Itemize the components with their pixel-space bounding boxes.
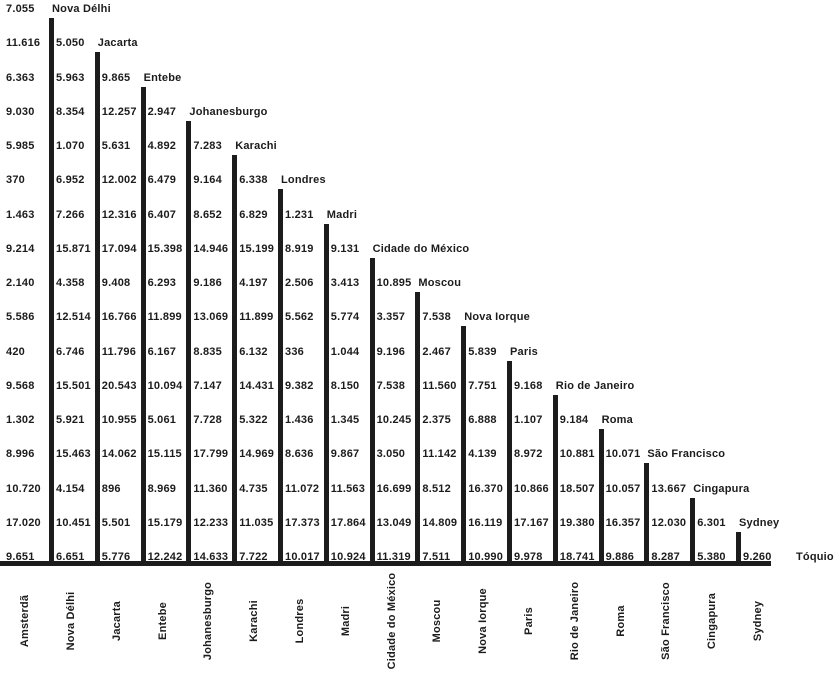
- city-header: Madri: [326, 208, 358, 221]
- distance-value: 10.924: [330, 551, 366, 563]
- distance-value: 8.835: [193, 345, 222, 358]
- distance-value: 2.947: [147, 105, 177, 118]
- bottom-city-label: Amsterdã: [19, 594, 31, 648]
- column-stem: [232, 155, 237, 566]
- bottom-city-label: Cingapura: [706, 592, 719, 650]
- distance-value: 7.538: [376, 379, 406, 392]
- bottom-city-label: Moscou: [431, 599, 444, 643]
- distance-value: 5.774: [330, 311, 360, 324]
- distance-value: 6.301: [697, 516, 726, 529]
- column-stem: [690, 498, 695, 567]
- distance-value: 420: [6, 345, 25, 358]
- distance-value: 8.919: [285, 242, 314, 255]
- distance-value: 14.633: [193, 551, 229, 563]
- distance-value: 6.651: [56, 551, 85, 563]
- distance-value: 14.431: [239, 379, 275, 392]
- distance-value: 1.463: [6, 208, 35, 221]
- bottom-city-label: Entebe: [156, 602, 169, 640]
- city-header: Nova Iorque: [464, 311, 530, 324]
- distance-value: 6.167: [147, 345, 177, 358]
- distance-value: 17.167: [514, 516, 549, 529]
- distance-value: 7.751: [468, 379, 497, 392]
- distance-value: 7.728: [193, 414, 222, 426]
- distance-value: 5.501: [101, 516, 131, 529]
- distance-value: 9.260: [743, 551, 772, 563]
- distance-value: 1.231: [285, 208, 314, 221]
- distance-value: 14.946: [193, 242, 229, 255]
- distance-value: 9.568: [6, 379, 35, 392]
- column-stem: [370, 258, 375, 566]
- bottom-city-label: Nova Iorque: [477, 588, 490, 654]
- distance-value: 5.050: [56, 37, 85, 50]
- bottom-city-label: Roma: [614, 605, 627, 637]
- column-stem: [95, 52, 100, 566]
- city-header: Sydney: [739, 516, 780, 529]
- city-header: Johanesburgo: [189, 105, 268, 118]
- distance-value: 12.030: [651, 516, 687, 529]
- city-header: São Francisco: [647, 448, 726, 461]
- column-stem: [736, 532, 741, 566]
- distance-value: 14.809: [422, 516, 458, 529]
- distance-value: 13.667: [651, 482, 687, 495]
- bottom-city-label: Paris: [523, 607, 535, 635]
- distance-value: 7.722: [239, 551, 268, 563]
- column-stem: [599, 429, 604, 566]
- distance-value: 10.866: [514, 482, 549, 495]
- distance-value: 9.651: [6, 551, 35, 563]
- distance-value: 13.069: [193, 311, 229, 324]
- distance-value: 16.357: [605, 516, 641, 529]
- column-stem: [415, 292, 420, 566]
- distance-value: 9.164: [193, 174, 222, 187]
- distance-value: 7.147: [193, 379, 222, 392]
- bottom-city-label: Rio de Janeiro: [568, 581, 581, 661]
- distance-value: 10.245: [376, 414, 412, 426]
- distance-value: 8.969: [147, 482, 177, 495]
- distance-value: 20.543: [101, 379, 137, 392]
- column-stem: [553, 395, 558, 566]
- distance-value: 16.766: [101, 311, 137, 324]
- distance-value: 10.057: [605, 482, 641, 495]
- distance-value: 8.150: [330, 379, 360, 392]
- distance-value: 9.408: [101, 277, 131, 289]
- distance-value: 8.287: [651, 551, 680, 563]
- distance-value: 5.839: [468, 345, 497, 358]
- column-stem: [324, 224, 329, 567]
- column-stem: [49, 18, 54, 566]
- bottom-city-label: Madri: [339, 605, 352, 637]
- distance-value: 5.061: [147, 414, 177, 426]
- distance-value: 1.044: [330, 345, 360, 358]
- distance-value: 9.214: [6, 242, 35, 255]
- distance-value: 17.020: [6, 516, 41, 529]
- distance-value: 11.899: [147, 311, 182, 324]
- distance-value: 6.829: [239, 208, 268, 221]
- bottom-city-label: Londres: [294, 598, 306, 644]
- distance-value: 4.892: [147, 140, 177, 152]
- distance-value: 8.636: [285, 448, 314, 461]
- distance-value: 15.115: [147, 448, 182, 461]
- distance-value: 9.865: [101, 71, 131, 84]
- distance-value: 3.050: [376, 448, 406, 461]
- distance-value: 8.512: [422, 482, 451, 495]
- distance-value: 15.871: [56, 242, 91, 255]
- distance-value: 8.972: [514, 448, 543, 461]
- city-header: Jacarta: [97, 37, 138, 50]
- distance-value: 9.867: [330, 448, 360, 461]
- distance-value: 18.741: [559, 551, 595, 563]
- distance-value: 5.322: [239, 414, 268, 426]
- distance-value: 3.413: [330, 277, 360, 289]
- distance-value: 1.107: [514, 414, 543, 426]
- distance-value: 11.035: [239, 516, 274, 529]
- distance-value: 15.463: [56, 448, 91, 461]
- bottom-city-label: Johanesburgo: [202, 581, 215, 661]
- distance-value: 8.996: [6, 448, 35, 461]
- distance-value: 6.479: [147, 174, 177, 187]
- column-stem: [644, 463, 649, 566]
- distance-value: 7.266: [56, 208, 85, 221]
- distance-value: 2.467: [422, 345, 451, 358]
- distance-value: 14.969: [239, 448, 275, 461]
- distance-value: 9.168: [514, 379, 543, 392]
- distance-value: 12.257: [101, 105, 137, 118]
- column-stem: [461, 326, 466, 566]
- distance-value: 12.514: [56, 311, 91, 324]
- distance-value: 11.563: [330, 482, 366, 495]
- distance-value: 6.338: [239, 174, 268, 187]
- distance-value: 2.506: [285, 277, 314, 289]
- distance-value: 13.049: [376, 516, 412, 529]
- distance-value: 11.899: [239, 311, 274, 324]
- distance-value: 11.796: [101, 345, 137, 358]
- distance-value: 9.186: [193, 277, 222, 289]
- bottom-city-label: Karachi: [248, 600, 261, 642]
- distance-value: 4.358: [56, 277, 85, 289]
- distance-value: 4.139: [468, 448, 497, 461]
- distance-value: 16.119: [468, 516, 503, 529]
- city-header: Londres: [281, 174, 326, 187]
- distance-value: 5.963: [56, 71, 85, 84]
- distance-value: 8.354: [56, 105, 85, 118]
- column-stem: [186, 121, 191, 566]
- distance-value: 336: [285, 345, 304, 358]
- distance-value: 10.881: [559, 448, 595, 461]
- distance-value: 6.407: [147, 208, 177, 221]
- distance-value: 15.199: [239, 242, 275, 255]
- distance-value: 11.616: [6, 37, 41, 50]
- distance-value: 9.131: [330, 242, 360, 255]
- distance-value: 14.062: [101, 448, 137, 461]
- distance-value: 4.197: [239, 277, 268, 289]
- distance-value: 6.132: [239, 345, 268, 358]
- distance-value: 17.864: [330, 516, 366, 529]
- city-header: Paris: [510, 345, 538, 358]
- distance-value: 15.501: [56, 379, 91, 392]
- distance-value: 7.055: [6, 3, 35, 15]
- distance-value: 1.436: [285, 414, 314, 426]
- distance-value: 15.179: [147, 516, 183, 529]
- distance-value: 10.017: [285, 551, 320, 563]
- distance-value: 10.094: [147, 379, 183, 392]
- city-header: Moscou: [418, 277, 462, 289]
- distance-value: 10.990: [468, 551, 504, 563]
- distance-value: 9.184: [559, 414, 589, 426]
- distance-value: 6.746: [56, 345, 85, 358]
- distance-value: 11.142: [422, 448, 457, 461]
- distance-value: 5.631: [101, 140, 131, 152]
- distance-value: 9.196: [376, 345, 406, 358]
- distance-value: 1.070: [56, 140, 85, 152]
- bottom-city-label: São Francisco: [660, 582, 673, 660]
- distance-value: 10.955: [101, 414, 137, 426]
- distance-value: 5.586: [6, 311, 35, 324]
- distance-value: 3.357: [376, 311, 406, 324]
- distance-value: 2.375: [422, 414, 451, 426]
- distance-value: 16.370: [468, 482, 504, 495]
- distance-value: 11.319: [376, 551, 411, 563]
- distance-value: 5.562: [285, 311, 314, 324]
- city-header: Cidade do México: [372, 242, 470, 255]
- distance-value: 12.002: [101, 174, 137, 187]
- city-header: Rio de Janeiro: [555, 379, 635, 392]
- distance-value: 16.699: [376, 482, 412, 495]
- distance-value: 10.451: [56, 516, 91, 529]
- distance-value: 10.720: [6, 482, 41, 495]
- distance-value: 1.345: [330, 414, 360, 426]
- distance-value: 12.316: [101, 208, 137, 221]
- bottom-city-label: Nova Délhi: [65, 591, 77, 651]
- distance-value: 9.978: [514, 551, 543, 563]
- distance-value: 11.072: [285, 482, 320, 495]
- distance-value: 6.293: [147, 277, 177, 289]
- distance-value: 5.380: [697, 551, 726, 563]
- bottom-city-label: Jacarta: [110, 601, 123, 641]
- column-stem: [141, 87, 146, 567]
- distance-value: 11.360: [193, 482, 228, 495]
- distance-value: 17.373: [285, 516, 320, 529]
- city-header: Roma: [601, 414, 633, 426]
- distance-value: 5.921: [56, 414, 85, 426]
- distance-value: 17.799: [193, 448, 229, 461]
- distance-value: 5.985: [6, 140, 35, 152]
- bottom-city-label: Sydney: [752, 600, 764, 642]
- distance-value: 7.283: [193, 140, 222, 152]
- distance-value: 2.140: [6, 277, 35, 289]
- distance-value: 6.363: [6, 71, 35, 84]
- city-header: Nova Délhi: [52, 3, 111, 15]
- distance-value: 17.094: [101, 242, 137, 255]
- distance-value: 8.652: [193, 208, 222, 221]
- distance-value: 19.380: [559, 516, 595, 529]
- distance-value: 370: [6, 174, 25, 187]
- bottom-city-label: Cidade do México: [385, 572, 398, 670]
- distance-value: 1.302: [6, 414, 35, 426]
- distance-value: 9.886: [605, 551, 635, 563]
- city-header: Karachi: [235, 140, 277, 152]
- distance-value: 10.071: [605, 448, 641, 461]
- distance-value: 15.398: [147, 242, 183, 255]
- distance-value: 4.735: [239, 482, 268, 495]
- distance-value: 6.888: [468, 414, 497, 426]
- city-header: Entebe: [143, 71, 182, 84]
- city-header: Tóquio: [796, 551, 834, 563]
- column-stem: [507, 361, 512, 567]
- distance-value: 896: [101, 482, 121, 495]
- distance-value: 7.538: [422, 311, 451, 324]
- distance-value: 12.233: [193, 516, 229, 529]
- column-stem: [278, 189, 283, 566]
- city-header: Cingapura: [693, 482, 750, 495]
- distance-value: 18.507: [559, 482, 595, 495]
- distance-value: 6.952: [56, 174, 85, 187]
- distance-value: 9.382: [285, 379, 314, 392]
- distance-value: 7.511: [422, 551, 451, 563]
- distance-value: 11.560: [422, 379, 457, 392]
- distance-value: 12.242: [147, 551, 183, 563]
- distance-value: 9.030: [6, 105, 35, 118]
- distance-value: 10.895: [376, 277, 412, 289]
- distance-value: 5.776: [101, 551, 131, 563]
- distance-value: 4.154: [56, 482, 85, 495]
